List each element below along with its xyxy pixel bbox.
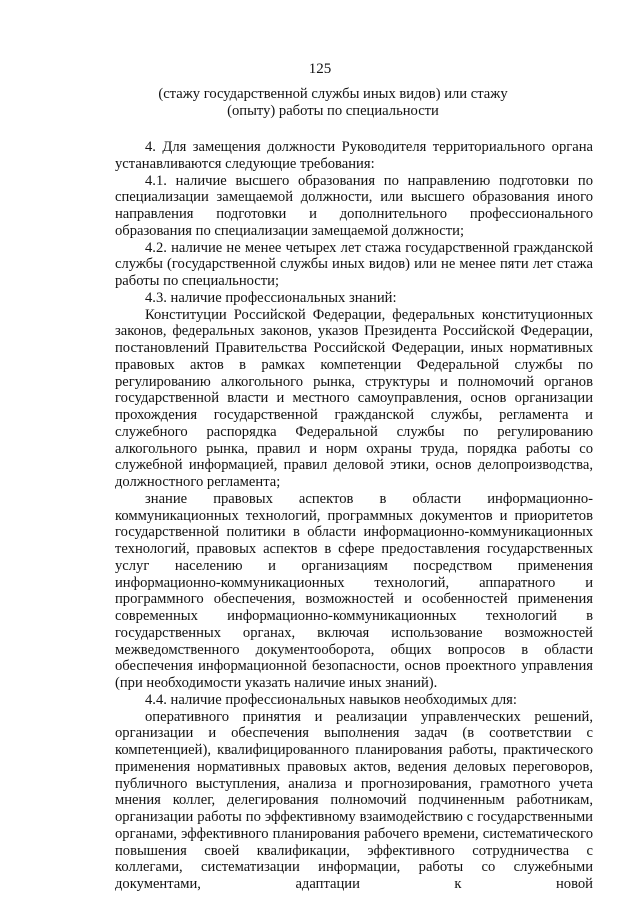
- paragraph-skills-heading: 4.4. наличие профессиональных навыков необходимых для:: [145, 691, 517, 708]
- heading-line-2: (опыту) работы по специальности: [227, 103, 439, 119]
- paragraph-experience: 4.2. наличие не менее четырех лет стажа государственной гражданской службы (государственной службы иных видов) или не менее пяти лет стажа работы по специальности;: [115, 239, 593, 289]
- body-text: [115, 139, 593, 893]
- paragraph-knowledge-legal: Конституции Российской Федерации, федеральных конституционных законов, федеральных законов, указов Президента Российской Федерации, постановлений Правительства Российской Федерации, иных нормативных правовых актов в рамках компетенции Федеральной службы по регулированию алкогольного рынка, структуры и полномочий органов государственной власти и местного самоуправления, основ организации прохождения государственной гражданской службы, регламента и служебного распорядка Федеральной службы по регулированию алкогольного рынка, правил и норм охраны труда, порядка работы со служебной информацией, правил деловой этики, основ делопроизводства, должностного регламента;: [115, 306, 593, 490]
- paragraph-education: 4.1. наличие высшего образования по направлению подготовки по специализации замещаемой должности, или высшего образования иного направления подготовки и дополнительного профессионального образования по специализации замещаемой должности;: [115, 172, 593, 239]
- heading-line-1: (стажу государственной службы иных видов) или стажу: [158, 86, 508, 102]
- paragraph-skills-list: оперативного принятия и реализации управленческих решений, организации и обеспечения выполнения задач (в соответствии с компетенцией), квалифицированного планирования работы, практического применения нормативных правовых актов, ведения деловых переговоров, публичного выступления, анализа и прогнозирования, грамотного учета мнения коллег, делегирования полномочий подчиненным работникам, организации работы по эффективному взаимодействию с государственными органами, эффективного планирования рабочего времени, систематического повышения своей квалификации, эффективного сотрудничества с коллегами, систематизации информации, работы со служебными документами, адаптации к новой: [115, 708, 593, 892]
- paragraph-knowledge-heading: 4.3. наличие профессиональных знаний:: [145, 289, 397, 306]
- section-heading: [100, 86, 566, 120]
- paragraph-requirements-intro: 4. Для замещения должности Руководителя территориального органа устанавливаются следующие требования:: [115, 139, 593, 172]
- paragraph-knowledge-ict: знание правовых аспектов в области информационно-коммуникационных технологий, программных документов и приоритетов государственной политики в области информационно-коммуникационных технологий, правовых аспектов в сфере предоставления государственных услуг населению и организациям посредством применения информационно-коммуникационных технологий, аппаратного и программного обеспечения, возможностей и особенностей применения современных информационно-коммуникационных технологий в государственных органах, включая использование возможностей межведомственного документооборота, общих вопросов в области обеспечения информационной безопасности, основ проектного управления (при необходимости указать наличие иных знаний).: [115, 490, 593, 691]
- page-number: 125: [308, 61, 332, 77]
